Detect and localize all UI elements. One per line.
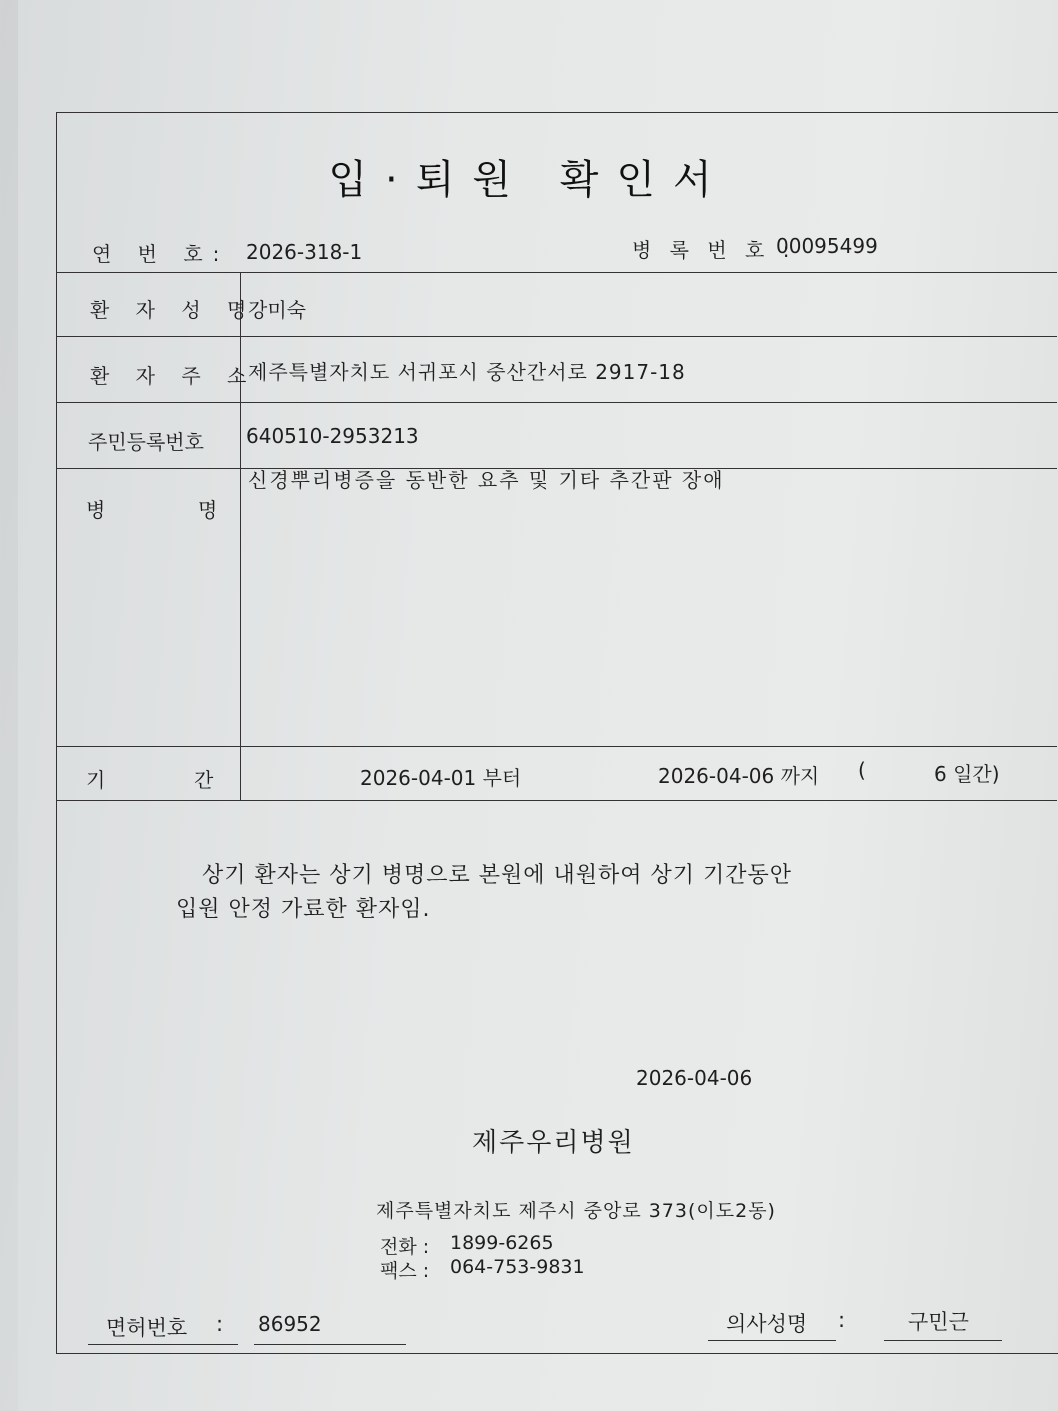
patient-name-label: 환 자 성 명 [90, 298, 257, 322]
license-underline [88, 1344, 238, 1345]
rrn-label: 주민등록번호 [88, 430, 204, 454]
hospital-address: 제주특별자치도 제주시 중앙로 373(이도2동) [376, 1200, 776, 1222]
doctor-value-underline [884, 1340, 1002, 1341]
table-line [57, 336, 1057, 337]
doctor-colon: : [838, 1308, 846, 1332]
fax-value: 064-753-9831 [450, 1256, 585, 1278]
table-line [57, 746, 1057, 747]
serial-value: 2026-318-1 [246, 240, 363, 264]
phone-label: 전화 : [380, 1236, 430, 1258]
doctor-label: 의사성명 [726, 1312, 808, 1336]
document-title: 입·퇴원 확인서 [328, 157, 730, 203]
patient-name-value: 강미숙 [248, 298, 306, 322]
license-value-underline [254, 1344, 406, 1345]
license-value: 86952 [258, 1312, 322, 1336]
statement-line-1: 상기 환자는 상기 병명으로 본원에 내원하여 상기 기간동안 [202, 863, 793, 888]
period-label-b: 간 [194, 768, 214, 792]
period-open-paren: ( [858, 758, 866, 782]
table-line [57, 800, 1057, 801]
diagnosis-label-a: 병 [86, 498, 106, 522]
period-label-a: 기 [86, 768, 106, 792]
table-line [57, 402, 1057, 403]
fax-label: 팩스 : [380, 1260, 430, 1282]
period-days: 6 일간) [934, 762, 1000, 786]
license-colon: : [216, 1312, 224, 1336]
doctor-underline [708, 1340, 836, 1341]
issue-date: 2026-04-06 [636, 1066, 753, 1090]
license-label: 면허번호 [106, 1316, 188, 1340]
period-to: 2026-04-06 까지 [658, 764, 820, 788]
hospital-name: 제주우리병원 [472, 1128, 635, 1158]
doctor-value: 구민근 [908, 1310, 969, 1334]
record-value: 00095499 [776, 234, 878, 258]
period-from: 2026-04-01 부터 [360, 766, 522, 790]
diagnosis-label-b: 명 [198, 498, 218, 522]
table-line [57, 272, 1057, 273]
record-label: 병 록 번 호 : [632, 238, 796, 262]
column-divider [240, 272, 241, 800]
patient-address-value: 제주특별자치도 서귀포시 중산간서로 2917-18 [248, 360, 686, 384]
rrn-value: 640510-2953213 [246, 424, 419, 448]
patient-address-label: 환 자 주 소 [90, 364, 257, 388]
serial-label: 연 번 호: [92, 242, 230, 266]
phone-value: 1899-6265 [450, 1232, 554, 1254]
statement-line-2: 입원 안정 가료한 환자임. [176, 897, 431, 922]
diagnosis-value: 신경뿌리병증을 동반한 요추 및 기타 추간판 장애 [248, 468, 725, 492]
